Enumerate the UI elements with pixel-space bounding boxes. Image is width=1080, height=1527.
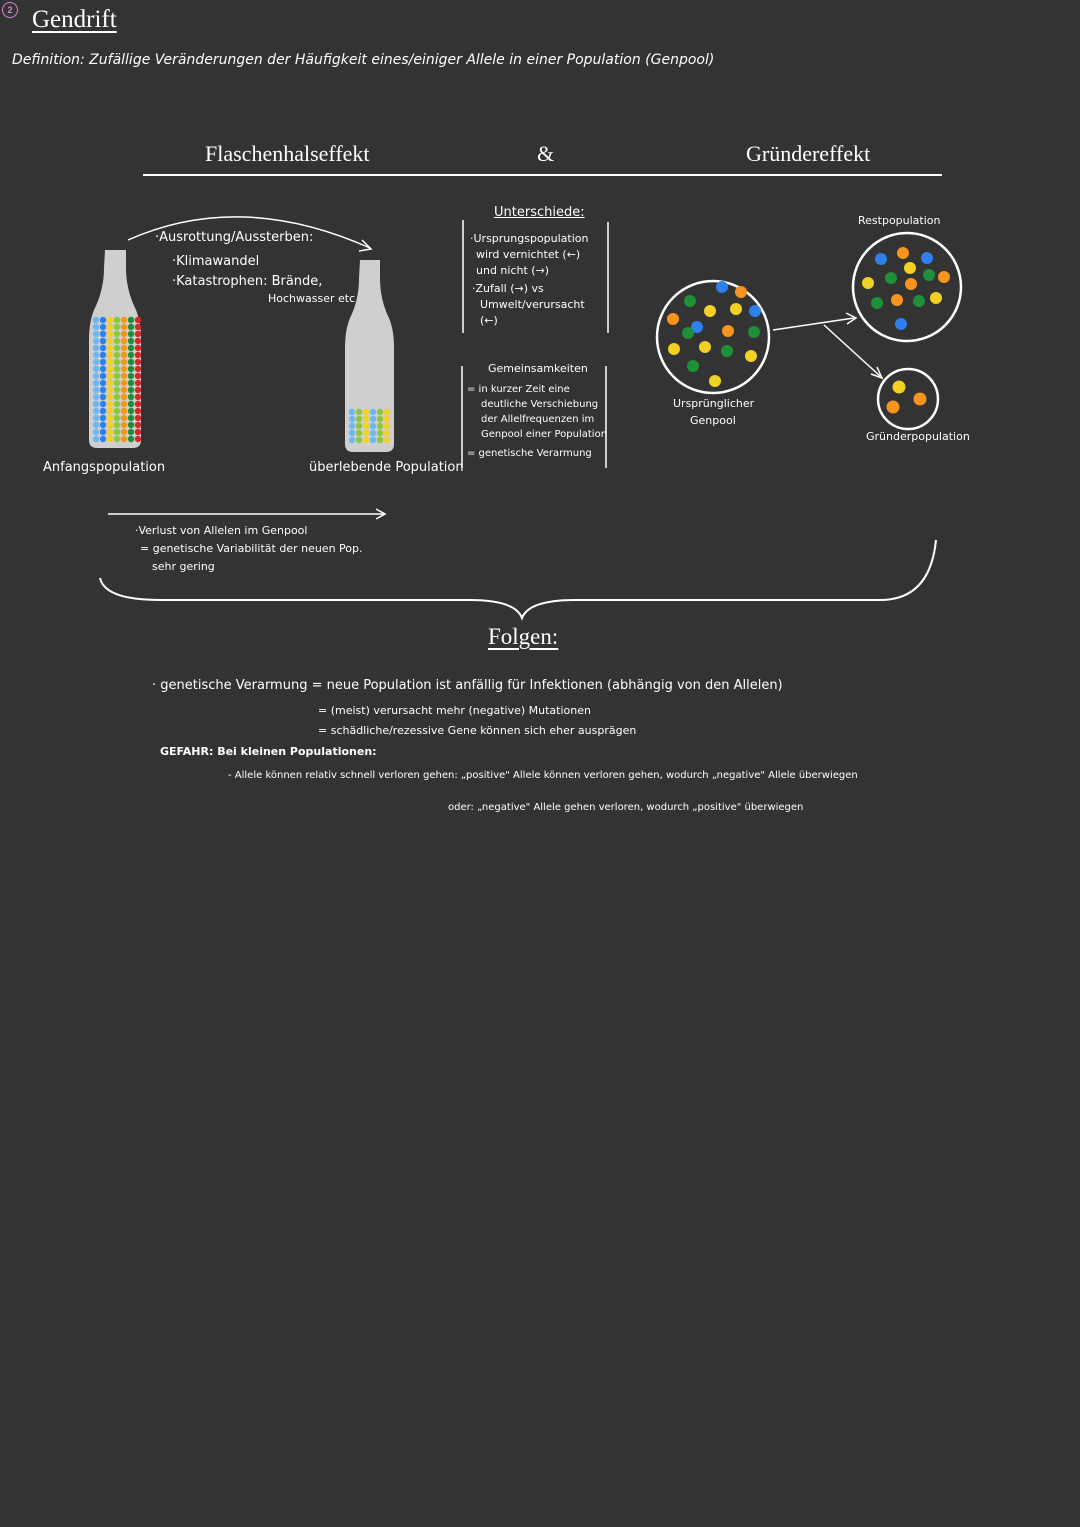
founder-population-label: Gründerpopulation — [866, 430, 970, 443]
allele-dot — [107, 415, 113, 421]
allele-dot — [114, 324, 120, 330]
consequence-line: · genetische Verarmung = neue Population ist anfällig für Infektionen (abhängig von den Allelen) — [152, 678, 783, 693]
allele-dot — [904, 262, 916, 274]
allele-dot — [114, 408, 120, 414]
allele-dot — [100, 380, 106, 386]
differences-line: (←) — [480, 314, 498, 327]
allele-dot — [128, 345, 134, 351]
allele-dot — [370, 409, 376, 415]
allele-dot — [128, 436, 134, 442]
cause-item: Hochwasser etc — [268, 292, 356, 305]
allele-dot — [114, 401, 120, 407]
allele-dot — [107, 331, 113, 337]
allele-dot — [93, 387, 99, 393]
allele-dot — [93, 380, 99, 386]
allele-dot — [114, 436, 120, 442]
allele-dot — [875, 253, 887, 265]
allele-dot — [100, 394, 106, 400]
commonalities-line: = in kurzer Zeit eine — [467, 384, 570, 395]
allele-dot — [100, 366, 106, 372]
allele-dot — [135, 338, 141, 344]
cause-item: ·Klimawandel — [172, 254, 260, 269]
allele-dot — [135, 436, 141, 442]
allele-dot — [100, 408, 106, 414]
allele-dot — [93, 317, 99, 323]
allele-dot — [121, 394, 127, 400]
allele-dot — [356, 430, 362, 436]
allele-dot — [114, 352, 120, 358]
allele-dot — [384, 430, 390, 436]
allele-dot — [121, 408, 127, 414]
allele-dot — [377, 423, 383, 429]
allele-dot — [356, 437, 362, 443]
allele-dot — [128, 359, 134, 365]
allele-dot — [100, 324, 106, 330]
allele-dot — [93, 401, 99, 407]
allele-dot — [914, 393, 927, 406]
allele-dot — [135, 387, 141, 393]
allele-dot — [384, 423, 390, 429]
allele-dot — [135, 408, 141, 414]
allele-dot — [748, 326, 760, 338]
allele-dot — [107, 338, 113, 344]
allele-dot — [135, 317, 141, 323]
allele-dot — [107, 429, 113, 435]
allele-dot — [135, 394, 141, 400]
allele-dot — [722, 325, 734, 337]
allele-dot — [893, 381, 906, 394]
differences-title: Unterschiede: — [494, 205, 585, 220]
allele-dot — [384, 437, 390, 443]
allele-dot — [100, 331, 106, 337]
allele-dot — [363, 437, 369, 443]
allele-dot — [930, 292, 942, 304]
allele-dot — [349, 423, 355, 429]
cause-item: ·Katastrophen: Brände, — [172, 274, 323, 289]
allele-dot — [107, 345, 113, 351]
allele-dot — [100, 401, 106, 407]
allele-dot — [905, 278, 917, 290]
causes-title: ·Ausrottung/Aussterben: — [155, 230, 314, 245]
allele-dot — [745, 350, 757, 362]
allele-dot — [135, 422, 141, 428]
allele-dot — [107, 387, 113, 393]
allele-dot — [100, 415, 106, 421]
allele-dot — [349, 416, 355, 422]
allele-dot — [667, 313, 679, 325]
allele-dot — [699, 341, 711, 353]
allele-dot — [100, 352, 106, 358]
allele-dot — [121, 380, 127, 386]
allele-dot — [121, 352, 127, 358]
allele-dot — [93, 352, 99, 358]
allele-dot — [704, 305, 716, 317]
allele-dot — [93, 331, 99, 337]
allele-dot — [93, 359, 99, 365]
allele-dot — [93, 394, 99, 400]
allele-dot — [128, 373, 134, 379]
consequence-line: oder: „negative" Allele gehen verloren, wodurch „positive" überwiegen — [448, 802, 804, 813]
allele-dot — [128, 429, 134, 435]
allele-dot — [128, 387, 134, 393]
allele-dot — [891, 294, 903, 306]
allele-dot — [735, 286, 747, 298]
allele-dot — [107, 352, 113, 358]
allele-dot — [716, 281, 728, 293]
allele-dot — [384, 416, 390, 422]
allele-dot — [668, 343, 680, 355]
allele-dot — [923, 269, 935, 281]
allele-dot — [100, 345, 106, 351]
allele-dot — [887, 401, 900, 414]
allele-dot — [128, 380, 134, 386]
allele-dot — [100, 373, 106, 379]
allele-dot — [107, 359, 113, 365]
allele-dot — [135, 352, 141, 358]
allele-dot — [370, 437, 376, 443]
allele-dot — [121, 345, 127, 351]
origin-genpool-label: Genpool — [690, 414, 736, 427]
consequence-line: = schädliche/rezessive Gene können sich eher ausprägen — [318, 724, 637, 737]
consequence-line: - Allele können relativ schnell verloren gehen: „positive" Allele können verloren gehen, wodurch „negative" Allele überwiegen — [228, 770, 858, 781]
commonalities-line: der Allelfrequenzen im — [481, 414, 595, 425]
allele-dot — [687, 360, 699, 372]
allele-dot — [135, 366, 141, 372]
allele-dot — [377, 416, 383, 422]
allele-dot — [721, 345, 733, 357]
allele-dot — [93, 324, 99, 330]
allele-dot — [135, 429, 141, 435]
heading-ampersand: & — [537, 141, 555, 166]
allele-dot — [135, 345, 141, 351]
allele-dot — [370, 423, 376, 429]
page-title: Gendrift — [32, 6, 117, 33]
allele-dot — [93, 422, 99, 428]
allele-dot — [349, 430, 355, 436]
allele-dot — [377, 430, 383, 436]
allele-dot — [100, 436, 106, 442]
allele-dot — [377, 409, 383, 415]
allele-dot — [363, 430, 369, 436]
allele-dot — [93, 429, 99, 435]
origin-genpool-label: Ursprünglicher — [673, 397, 755, 410]
allele-dot — [121, 415, 127, 421]
allele-dot — [128, 366, 134, 372]
allele-dot — [93, 338, 99, 344]
allele-dot — [114, 422, 120, 428]
allele-dot — [114, 373, 120, 379]
allele-dot — [114, 345, 120, 351]
allele-dot — [871, 297, 883, 309]
allele-dot — [107, 373, 113, 379]
allele-dot — [128, 324, 134, 330]
allele-dot — [114, 387, 120, 393]
allele-dot — [370, 416, 376, 422]
allele-dot — [384, 409, 390, 415]
allele-dot — [114, 394, 120, 400]
allele-dot — [128, 352, 134, 358]
allele-dot — [107, 422, 113, 428]
start-population-label: Anfangspopulation — [43, 460, 166, 475]
allele-dot — [93, 408, 99, 414]
allele-dot — [128, 394, 134, 400]
consequence-line: = (meist) verursacht mehr (negative) Mutationen — [318, 704, 591, 717]
allele-dot — [121, 317, 127, 323]
allele-dot — [107, 380, 113, 386]
rest-population-label: Restpopulation — [858, 214, 941, 227]
danger-heading: GEFAHR: Bei kleinen Populationen: — [160, 745, 377, 758]
allele-dot — [128, 317, 134, 323]
allele-dot — [107, 436, 113, 442]
allele-dot — [370, 430, 376, 436]
allele-dot — [107, 317, 113, 323]
commonalities-line: = genetische Verarmung — [467, 448, 592, 459]
allele-dot — [114, 317, 120, 323]
bottle-surviving-population — [345, 260, 394, 452]
allele-dot — [114, 415, 120, 421]
allele-dot — [114, 380, 120, 386]
differences-line: und nicht (→) — [476, 264, 550, 277]
allele-dot — [114, 338, 120, 344]
allele-dot — [128, 338, 134, 344]
allele-dot — [682, 327, 694, 339]
allele-dot — [135, 380, 141, 386]
allele-dot — [114, 429, 120, 435]
allele-dot — [121, 366, 127, 372]
allele-dot — [749, 305, 761, 317]
allele-dot — [114, 331, 120, 337]
loss-line: ·Verlust von Allelen im Genpool — [135, 524, 308, 537]
allele-dot — [121, 401, 127, 407]
allele-dot — [363, 409, 369, 415]
allele-dot — [356, 409, 362, 415]
founder-population-circle — [878, 369, 938, 429]
allele-dot — [684, 295, 696, 307]
definition-text: Definition: Zufällige Veränderungen der Häufigkeit eines/einiger Allele in einer Population (Genpool) — [12, 52, 715, 68]
loss-line: = genetische Variabilität der neuen Pop. — [140, 542, 363, 555]
allele-dot — [93, 373, 99, 379]
allele-dot — [135, 359, 141, 365]
allele-dot — [128, 408, 134, 414]
allele-dot — [114, 366, 120, 372]
bottle-start-population — [89, 250, 141, 448]
allele-dot — [121, 331, 127, 337]
allele-dot — [107, 394, 113, 400]
differences-line: wird vernichtet (←) — [476, 248, 581, 261]
allele-dot — [363, 423, 369, 429]
allele-dot — [363, 416, 369, 422]
allele-dot — [135, 324, 141, 330]
loss-line: sehr gering — [152, 560, 215, 573]
allele-dot — [135, 331, 141, 337]
allele-dot — [93, 415, 99, 421]
allele-dot — [885, 272, 897, 284]
allele-dot — [93, 366, 99, 372]
allele-dot — [895, 318, 907, 330]
allele-dot — [93, 436, 99, 442]
allele-dot — [121, 387, 127, 393]
allele-dot — [128, 415, 134, 421]
allele-dot — [862, 277, 874, 289]
allele-dot — [135, 401, 141, 407]
allele-dot — [349, 409, 355, 415]
allele-dot — [128, 331, 134, 337]
differences-line: Umwelt/verursacht — [480, 298, 585, 311]
allele-dot — [107, 401, 113, 407]
allele-dot — [100, 317, 106, 323]
allele-dot — [897, 247, 909, 259]
allele-dot — [100, 422, 106, 428]
allele-dot — [356, 423, 362, 429]
allele-dot — [128, 422, 134, 428]
commonalities-title: Gemeinsamkeiten — [488, 362, 588, 375]
page-number-badge: 2 — [2, 2, 18, 18]
allele-dot — [121, 338, 127, 344]
allele-dot — [121, 324, 127, 330]
allele-dot — [730, 303, 742, 315]
allele-dot — [121, 436, 127, 442]
allele-dot — [100, 429, 106, 435]
allele-dot — [121, 373, 127, 379]
differences-line: ·Ursprungspopulation — [470, 232, 589, 245]
allele-dot — [100, 359, 106, 365]
allele-dot — [100, 338, 106, 344]
allele-dot — [107, 366, 113, 372]
allele-dot — [121, 422, 127, 428]
allele-dot — [135, 373, 141, 379]
allele-dot — [121, 359, 127, 365]
allele-dot — [107, 324, 113, 330]
allele-dot — [114, 359, 120, 365]
allele-dot — [349, 437, 355, 443]
consequences-title: Folgen: — [488, 624, 559, 649]
heading-founder: Gründereffekt — [746, 141, 871, 166]
heading-bottleneck: Flaschenhalseffekt — [205, 141, 370, 166]
allele-dot — [709, 375, 721, 387]
allele-dot — [913, 295, 925, 307]
allele-dot — [356, 416, 362, 422]
allele-dot — [938, 271, 950, 283]
allele-dot — [377, 437, 383, 443]
allele-dot — [100, 387, 106, 393]
allele-dot — [128, 401, 134, 407]
commonalities-line: Genpool einer Population — [481, 429, 608, 440]
allele-dot — [921, 252, 933, 264]
allele-dot — [121, 429, 127, 435]
allele-dot — [107, 408, 113, 414]
allele-dot — [93, 345, 99, 351]
surviving-population-label: überlebende Population — [309, 460, 464, 475]
commonalities-line: deutliche Verschiebung — [481, 399, 599, 410]
allele-dot — [135, 415, 141, 421]
differences-line: ·Zufall (→) vs — [472, 282, 544, 295]
